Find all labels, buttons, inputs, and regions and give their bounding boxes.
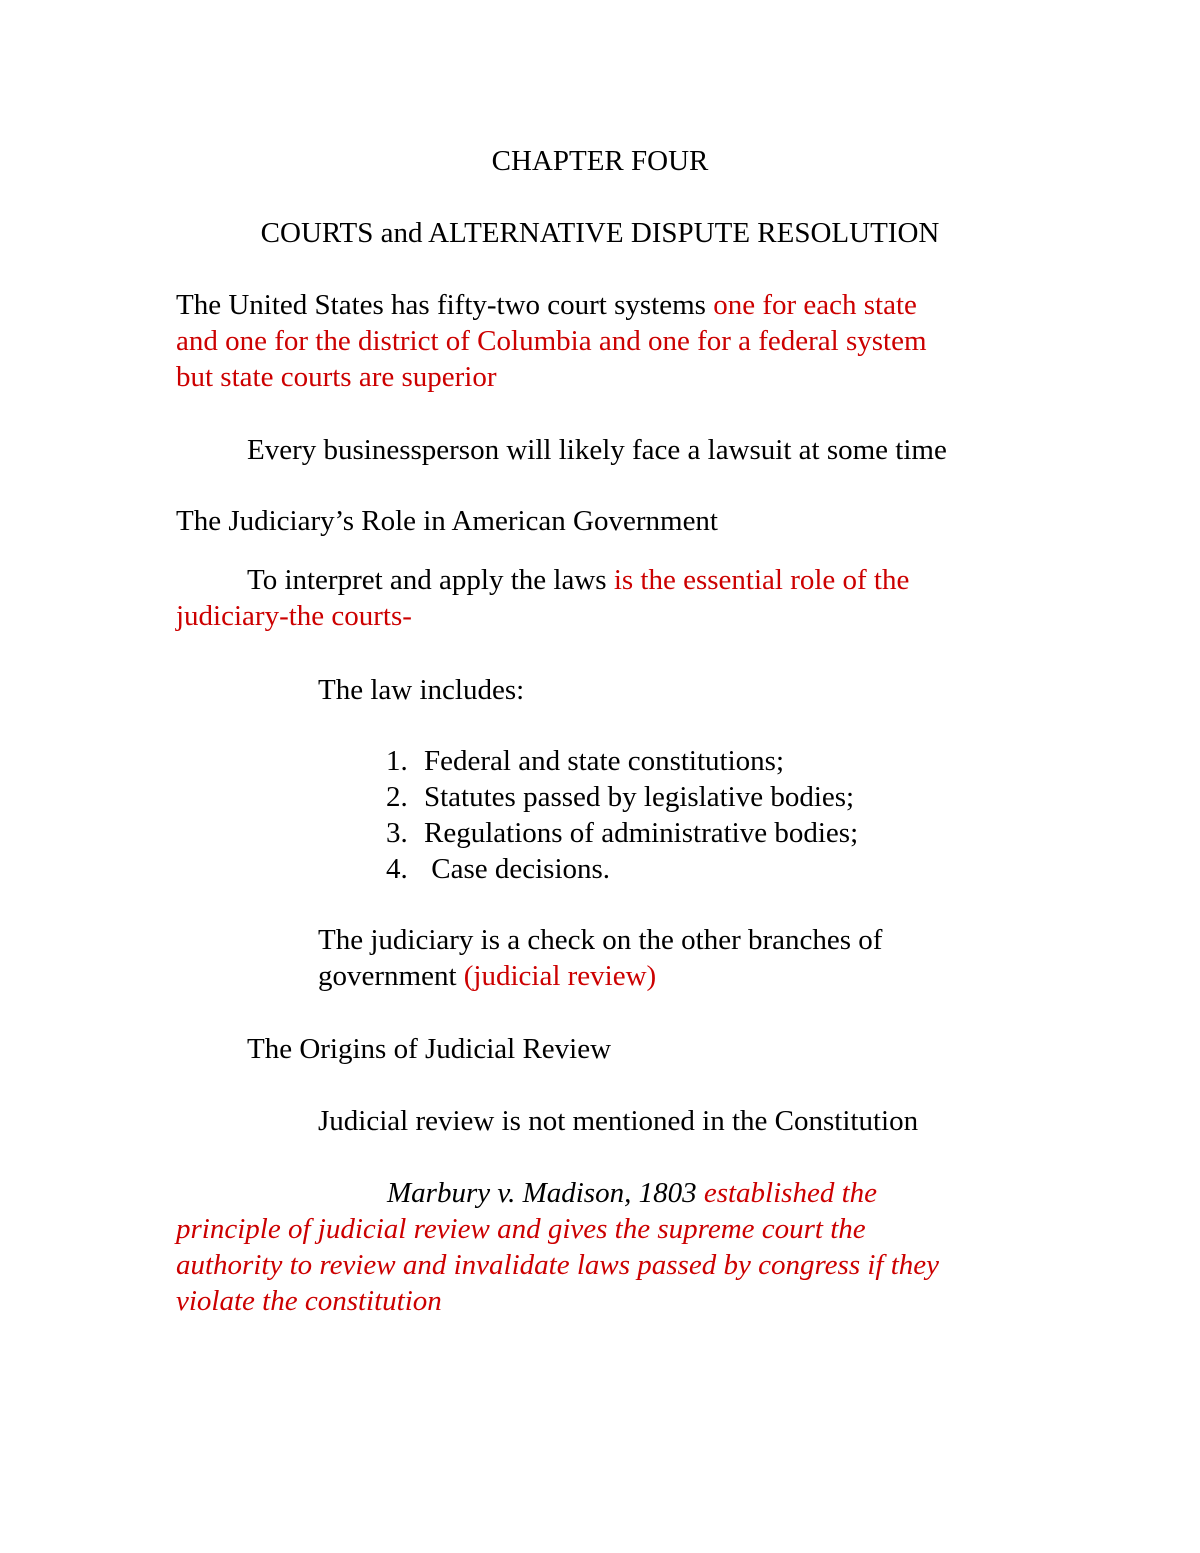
list-item-text: Case decisions. xyxy=(424,853,611,885)
marbury-highlight: established the xyxy=(696,1177,877,1209)
interpret-text: To interpret and apply the laws xyxy=(247,564,614,596)
chapter-title: CHAPTER FOUR xyxy=(491,145,709,177)
paragraph-marbury-line-1 xyxy=(387,1175,877,1211)
paragraph-court-systems-line-1 xyxy=(176,287,917,323)
paragraph-interpret-line-2: judiciary-the courts- xyxy=(176,600,412,632)
list-item xyxy=(386,743,784,779)
court-systems-text: The United States has fifty-two court systems xyxy=(176,289,714,321)
paragraph-not-mentioned: Judicial review is not mentioned in the Constitution xyxy=(318,1105,919,1137)
heading-origins: The Origins of Judicial Review xyxy=(247,1033,612,1065)
list-item-number: 2. xyxy=(386,781,408,813)
paragraph-court-systems-line-3: but state courts are superior xyxy=(176,361,497,393)
list-item-number: 3. xyxy=(386,817,408,849)
paragraph-marbury-line-3: authority to review and invalidate laws passed by congress if they xyxy=(176,1249,940,1281)
chapter-subtitle: COURTS and ALTERNATIVE DISPUTE RESOLUTION xyxy=(260,217,940,249)
paragraph-court-systems-line-2: and one for the district of Columbia and one for a federal system xyxy=(176,325,927,357)
interpret-highlight: is the essential role of the xyxy=(613,564,910,596)
judicial-review-highlight: (judicial review) xyxy=(463,960,657,992)
paragraph-marbury-line-4: violate the constitution xyxy=(176,1285,442,1317)
heading-judiciary-role: The Judiciary’s Role in American Government xyxy=(176,505,718,537)
list-item-number: 1. xyxy=(386,745,408,777)
list-item xyxy=(386,779,854,815)
list-item-number: 4. xyxy=(386,853,408,885)
case-name: Marbury v. Madison, 1803 xyxy=(387,1177,697,1209)
list-item xyxy=(386,815,858,851)
paragraph-check-line-2 xyxy=(318,958,656,994)
court-systems-highlight: one for each state xyxy=(713,289,917,321)
paragraph-interpret-line-1 xyxy=(247,562,909,598)
list-item xyxy=(386,851,610,887)
law-includes-label: The law includes: xyxy=(318,674,525,706)
list-item-text: Regulations of administrative bodies; xyxy=(424,817,859,849)
paragraph-check-line-1: The judiciary is a check on the other branches of xyxy=(318,924,883,956)
paragraph-marbury-line-2: principle of judicial review and gives the supreme court the xyxy=(176,1213,866,1245)
check-text: government xyxy=(318,960,464,992)
list-item-text: Statutes passed by legislative bodies; xyxy=(424,781,855,813)
list-item-text: Federal and state constitutions; xyxy=(424,745,785,777)
paragraph-businessperson: Every businessperson will likely face a lawsuit at some time xyxy=(247,434,947,466)
